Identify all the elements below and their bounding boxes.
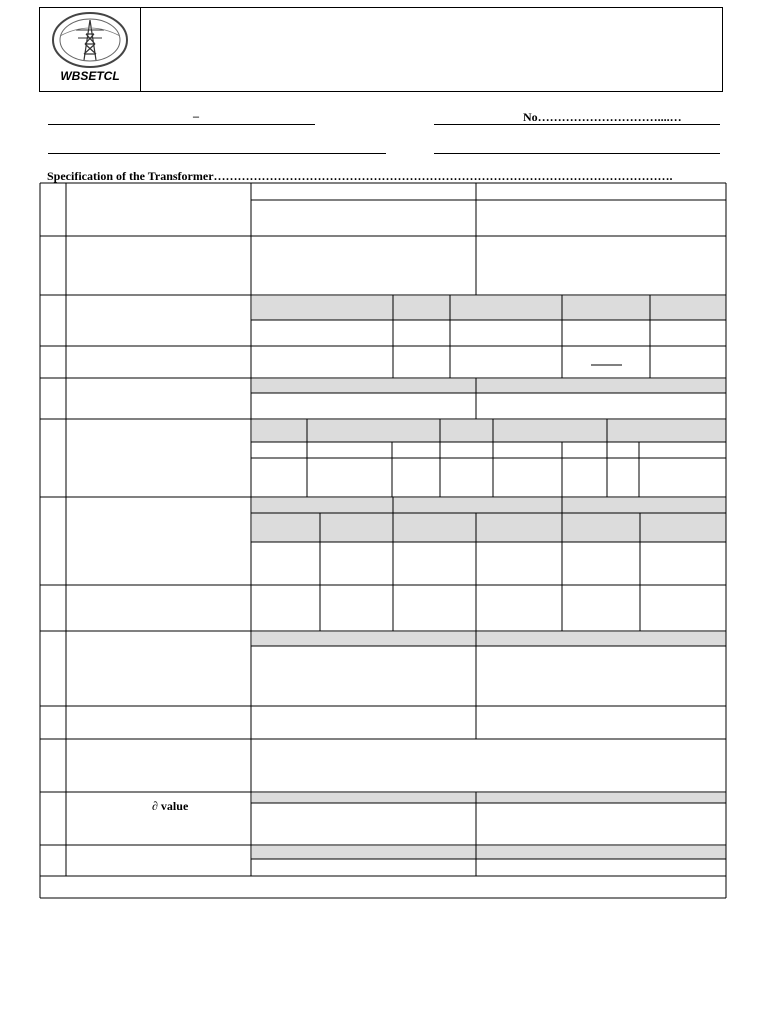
shaded-cells — [252, 296, 726, 859]
logo-text: WBSETCL — [60, 69, 120, 83]
dash-separator: – — [193, 109, 199, 123]
number-label: No…………………………....… — [523, 110, 682, 124]
delta-value-label: ∂ value — [152, 799, 189, 813]
spec-label: Specification of the Transformer……………………………………………………………………………………………………. — [47, 169, 673, 183]
